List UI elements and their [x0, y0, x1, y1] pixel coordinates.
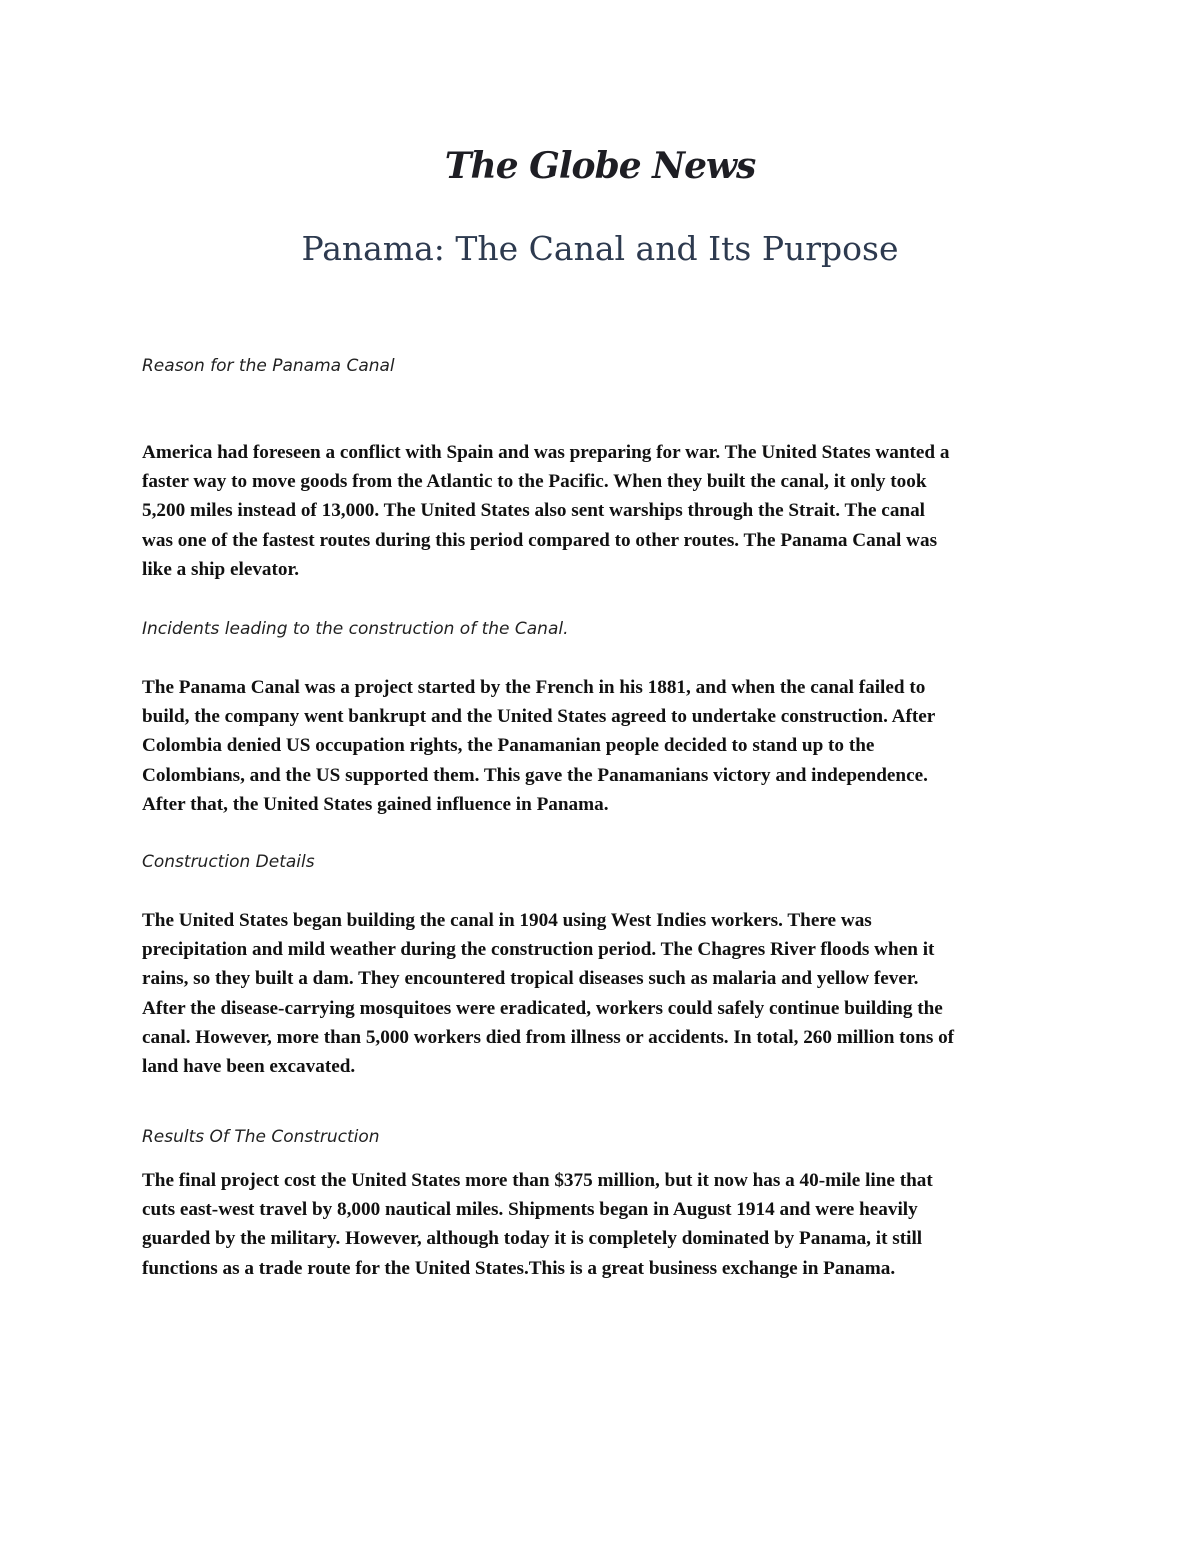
section-paragraph-incidents — [142, 673, 1062, 819]
paragraph-line: 5,200 miles instead of 13,000. The United States also sent warships through the Strait. The canal — [142, 500, 926, 522]
section-heading-reason: Reason for the Panama Canal — [142, 356, 395, 376]
paragraph-line: cuts east-west travel by 8,000 nautical miles. Shipments began in August 1914 and were heavily — [142, 1199, 918, 1221]
article-headline: Panama: The Canal and Its Purpose — [301, 229, 899, 268]
paragraph-line: land have been excavated. — [142, 1056, 356, 1078]
paragraph-line: Colombia denied US occupation rights, the Panamanian people decided to stand up to the — [142, 735, 875, 757]
paragraph-line: The Panama Canal was a project started by the French in his 1881, and when the canal failed to — [142, 677, 926, 698]
paragraph-line: After the disease-carrying mosquitoes were eradicated, workers could safely continue building the — [142, 997, 943, 1019]
paragraph-line: faster way to move goods from the Atlantic to the Pacific. When they built the canal, it only took — [142, 471, 927, 493]
paragraph-line: The United States began building the canal in 1904 using West Indies workers. There was — [142, 910, 872, 931]
paragraph-line: build, the company went bankrupt and the United States agreed to undertake construction. After — [142, 706, 936, 728]
section-paragraph-reason — [142, 438, 1062, 584]
paragraph-line: precipitation and mild weather during the construction period. The Chagres River floods when it — [142, 939, 935, 961]
paragraph-line: The final project cost the United States more than $375 million, but it now has a 40-mile line that — [142, 1170, 933, 1191]
section-paragraph-results — [142, 1166, 1062, 1283]
section-heading-results: Results Of The Construction — [142, 1127, 380, 1147]
paragraph-line: functions as a trade route for the United States.This is a great business exchange in Panama. — [142, 1257, 896, 1279]
paragraph-line: rains, so they built a dam. They encountered tropical diseases such as malaria and yellow fever. — [142, 968, 919, 990]
section-heading-incidents: Incidents leading to the construction of the Canal. — [142, 619, 569, 639]
paragraph-line: America had foreseen a conflict with Spain and was preparing for war. The United States wanted a — [142, 442, 950, 463]
paragraph-line: After that, the United States gained influence in Panama. — [142, 793, 609, 815]
masthead-title: The Globe News — [444, 145, 756, 187]
paragraph-line: canal. However, more than 5,000 workers died from illness or accidents. In total, 260 million tons of — [142, 1026, 955, 1048]
paragraph-line: Colombians, and the US supported them. This gave the Panamanians victory and independence. — [142, 764, 928, 786]
paragraph-line: like a ship elevator. — [142, 558, 300, 580]
paragraph-line: guarded by the military. However, although today it is completely dominated by Panama, it still — [142, 1228, 923, 1250]
section-paragraph-construction-details — [142, 906, 1062, 1081]
section-heading-construction-details: Construction Details — [142, 852, 315, 872]
paragraph-line: was one of the fastest routes during this period compared to other routes. The Panama Canal was — [142, 529, 938, 551]
